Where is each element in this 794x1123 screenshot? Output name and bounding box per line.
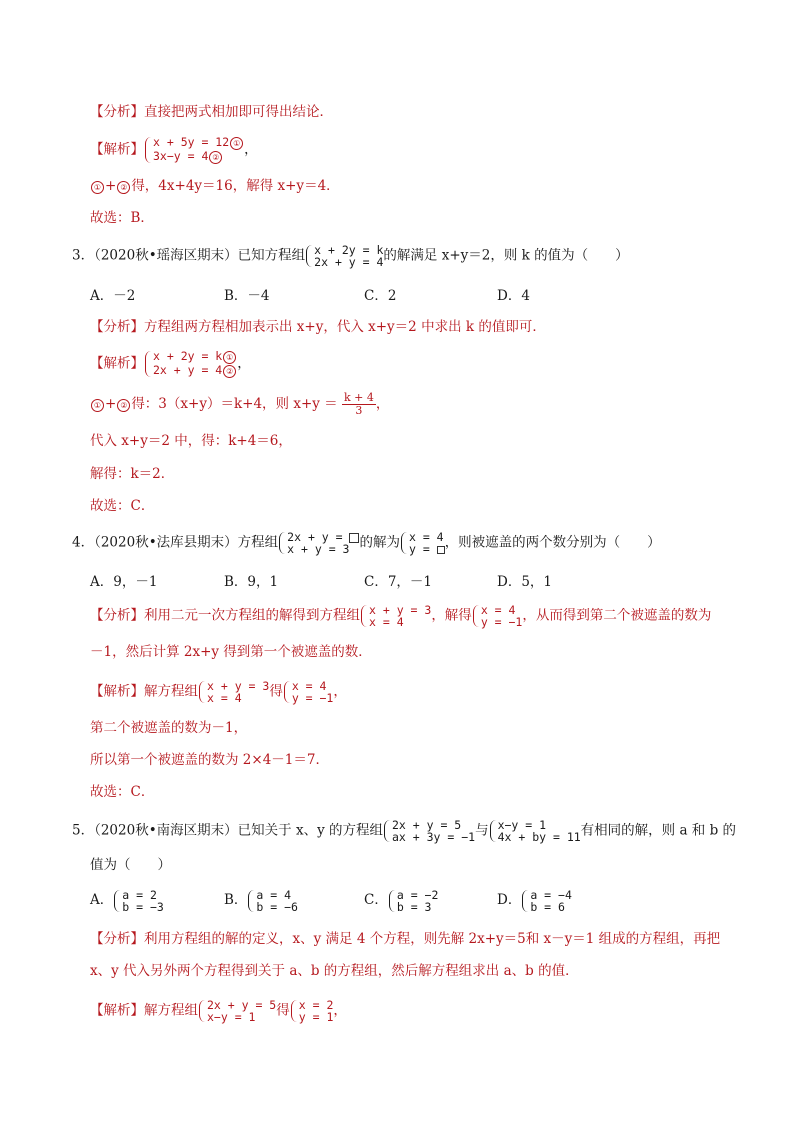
q2-step: ① + ② 得，4x+4y＝16，解得 x+y＝4． [90, 177, 340, 195]
stem-text: 5．（2020秋•南海区期末）已知关于 x、y 的方程组 [72, 822, 383, 839]
q3-step2: 代入 x+y＝2 中，得：k+4＝6， [90, 433, 292, 449]
stem-text: 4．（2020秋•法库县期末）方程组 [72, 534, 279, 551]
q2-answer: 故选：B． [90, 210, 154, 226]
q5-option-a: A． a = 2 b = −3 [90, 887, 164, 914]
equation-system: 2x + y = x + y = 3 [278, 531, 359, 555]
analysis-tag: 【分析】 [90, 607, 144, 624]
q5-analysis-line2: x、y 代入另外两个方程得到关于 a、b 的方程组，然后解方程组求出 a、b 的值． [90, 963, 579, 979]
q4-option-a: A．9，－1 [90, 574, 158, 590]
q3-solution: 【解析】 x + 2y = k ① 2x + y = 4 ② ， [90, 349, 251, 377]
step-text: 得：3（x+y）＝k+4，则 x+y ＝ [131, 396, 338, 412]
q3-option-a: A．－2 [90, 288, 136, 304]
solution-tag: 【解析】 [90, 683, 144, 700]
q4-option-c: C．7，－1 [364, 574, 433, 590]
q3-answer: 故选：C． [90, 498, 155, 514]
stem-text: 的解为 [359, 534, 400, 551]
fraction: $\frac{k + 4}{3}$ [343, 391, 374, 417]
stem-text: 有相同的解，则 a 和 b 的 [580, 822, 737, 839]
q5-option-d: D． a = −4 b = 6 [497, 887, 572, 914]
solution-system: x = 2 y = 1 [290, 999, 334, 1023]
equation-system: 2x + y = 5 ax + 3y = −1 [383, 819, 475, 843]
q3-option-b: B．－4 [224, 288, 270, 304]
q5-stem-line2: 值为（ ） [90, 857, 171, 873]
q4-answer: 故选：C． [90, 784, 155, 800]
equation-system: x + y = 3 x = 4 [360, 604, 431, 628]
solution-tag: 【解析】 [90, 355, 144, 372]
q4-analysis: 【分析】利用二元一次方程组的解得到方程组 x + y = 3 x = 4 ，解得 x = 4 y = −1 ，从而得到第二个被遮盖的数为 [90, 603, 712, 629]
q5-stem: 5．（2020秋•南海区期末）已知关于 x、y 的方程组 2x + y = 5 ax + 3y = −1 与 x−y = 1 4x + by = 11 有相同的解，则 a 和 b 的 [72, 818, 737, 844]
solution-tag: 【解析】 [90, 1002, 144, 1019]
solution-tag: 【解析】 [90, 141, 144, 158]
q4-analysis-line2: －1，然后计算 2x+y 得到第一个被遮盖的数． [90, 644, 372, 660]
solution-system: x = 4 y = −1 [472, 604, 523, 628]
q4-stem [72, 531, 661, 555]
q4-line-b: 所以第一个被遮盖的数为 2×4－1＝7． [90, 752, 329, 768]
q3-option-c: C．2 [364, 288, 397, 304]
equation-system: x + 2y = k ① 2x + y = 4 ② [144, 350, 237, 378]
equation-system: x + y = 3 x = 4 [198, 680, 269, 704]
covered-box-icon [437, 546, 445, 554]
equation-system: x + 5y = 12 ① 3x−y = 4 ② [144, 136, 244, 164]
solution-system: x = 4 y = [400, 531, 445, 555]
circled-2-icon: ② [117, 181, 130, 194]
q5-option-c: C． a = −2 b = 3 [364, 887, 439, 914]
analysis-text: 直接把两式相加即可得出结论． [144, 104, 333, 120]
equation-system: x−y = 1 4x + by = 11 [489, 819, 581, 843]
circled-1-icon: ① [230, 137, 243, 150]
analysis-text: 方程组两方程相加表示出 x+y，代入 x+y＝2 中求出 k 的值即可． [144, 319, 546, 335]
q4-line-a: 第二个被遮盖的数为－1， [90, 720, 248, 736]
q5-option-b: B． a = 4 b = −6 [224, 887, 298, 914]
q5-analysis: 【分析】利用方程组的解的定义，x、y 满足 4 个方程，则先解 2x+y＝5和 x－y＝1 组成的方程组，再把 [90, 931, 721, 947]
q3-analysis [90, 318, 546, 336]
q4-solution: 【解析】解方程组 x + y = 3 x = 4 得 x = 4 y = −1 ， [90, 679, 347, 705]
q3-option-d: D．4 [497, 288, 530, 304]
equation-system: 2x + y = 5 x−y = 1 [198, 999, 276, 1023]
stem-text: 3．（2020秋•瑶海区期末）已知方程组 [72, 247, 306, 264]
step-text: 得，4x+4y＝16，解得 x+y＝4． [131, 178, 340, 194]
analysis-tag: 【分析】 [90, 104, 144, 120]
stem-text: ，则被遮盖的两个数分别为（ ） [444, 534, 661, 551]
q3-stem [72, 244, 629, 268]
q3-step3: 解得：k＝2． [90, 466, 175, 482]
q4-option-d: D．5，1 [497, 574, 553, 590]
q2-analysis [90, 103, 333, 121]
analysis-tag: 【分析】 [90, 319, 144, 335]
circled-2-icon: ② [209, 151, 222, 164]
q5-solution: 【解析】解方程组 2x + y = 5 x−y = 1 得 x = 2 y = 1 ， [90, 998, 347, 1024]
covered-box-icon [349, 533, 359, 543]
circled-2-icon: ② [223, 365, 236, 378]
circled-1-icon: ① [223, 351, 236, 364]
equation-system: x + 2y = k 2x + y = 4 [305, 244, 383, 268]
q4-option-b: B．9，1 [224, 574, 279, 590]
circled-2-icon: ② [117, 399, 130, 412]
comma: ， [244, 141, 258, 158]
q3-step1: ① + ② 得：3（x+y）＝k+4，则 x+y ＝ $\frac{k + 4}{3}$ ， [90, 392, 389, 417]
circled-1-icon: ① [91, 181, 104, 194]
q2-solution [90, 136, 258, 164]
solution-system: x = 4 y = −1 [283, 680, 334, 704]
circled-1-icon: ① [91, 399, 104, 412]
stem-text: 的解满足 x+y＝2，则 k 的值为（ ） [383, 247, 629, 264]
analysis-tag: 【分析】 [90, 931, 144, 947]
